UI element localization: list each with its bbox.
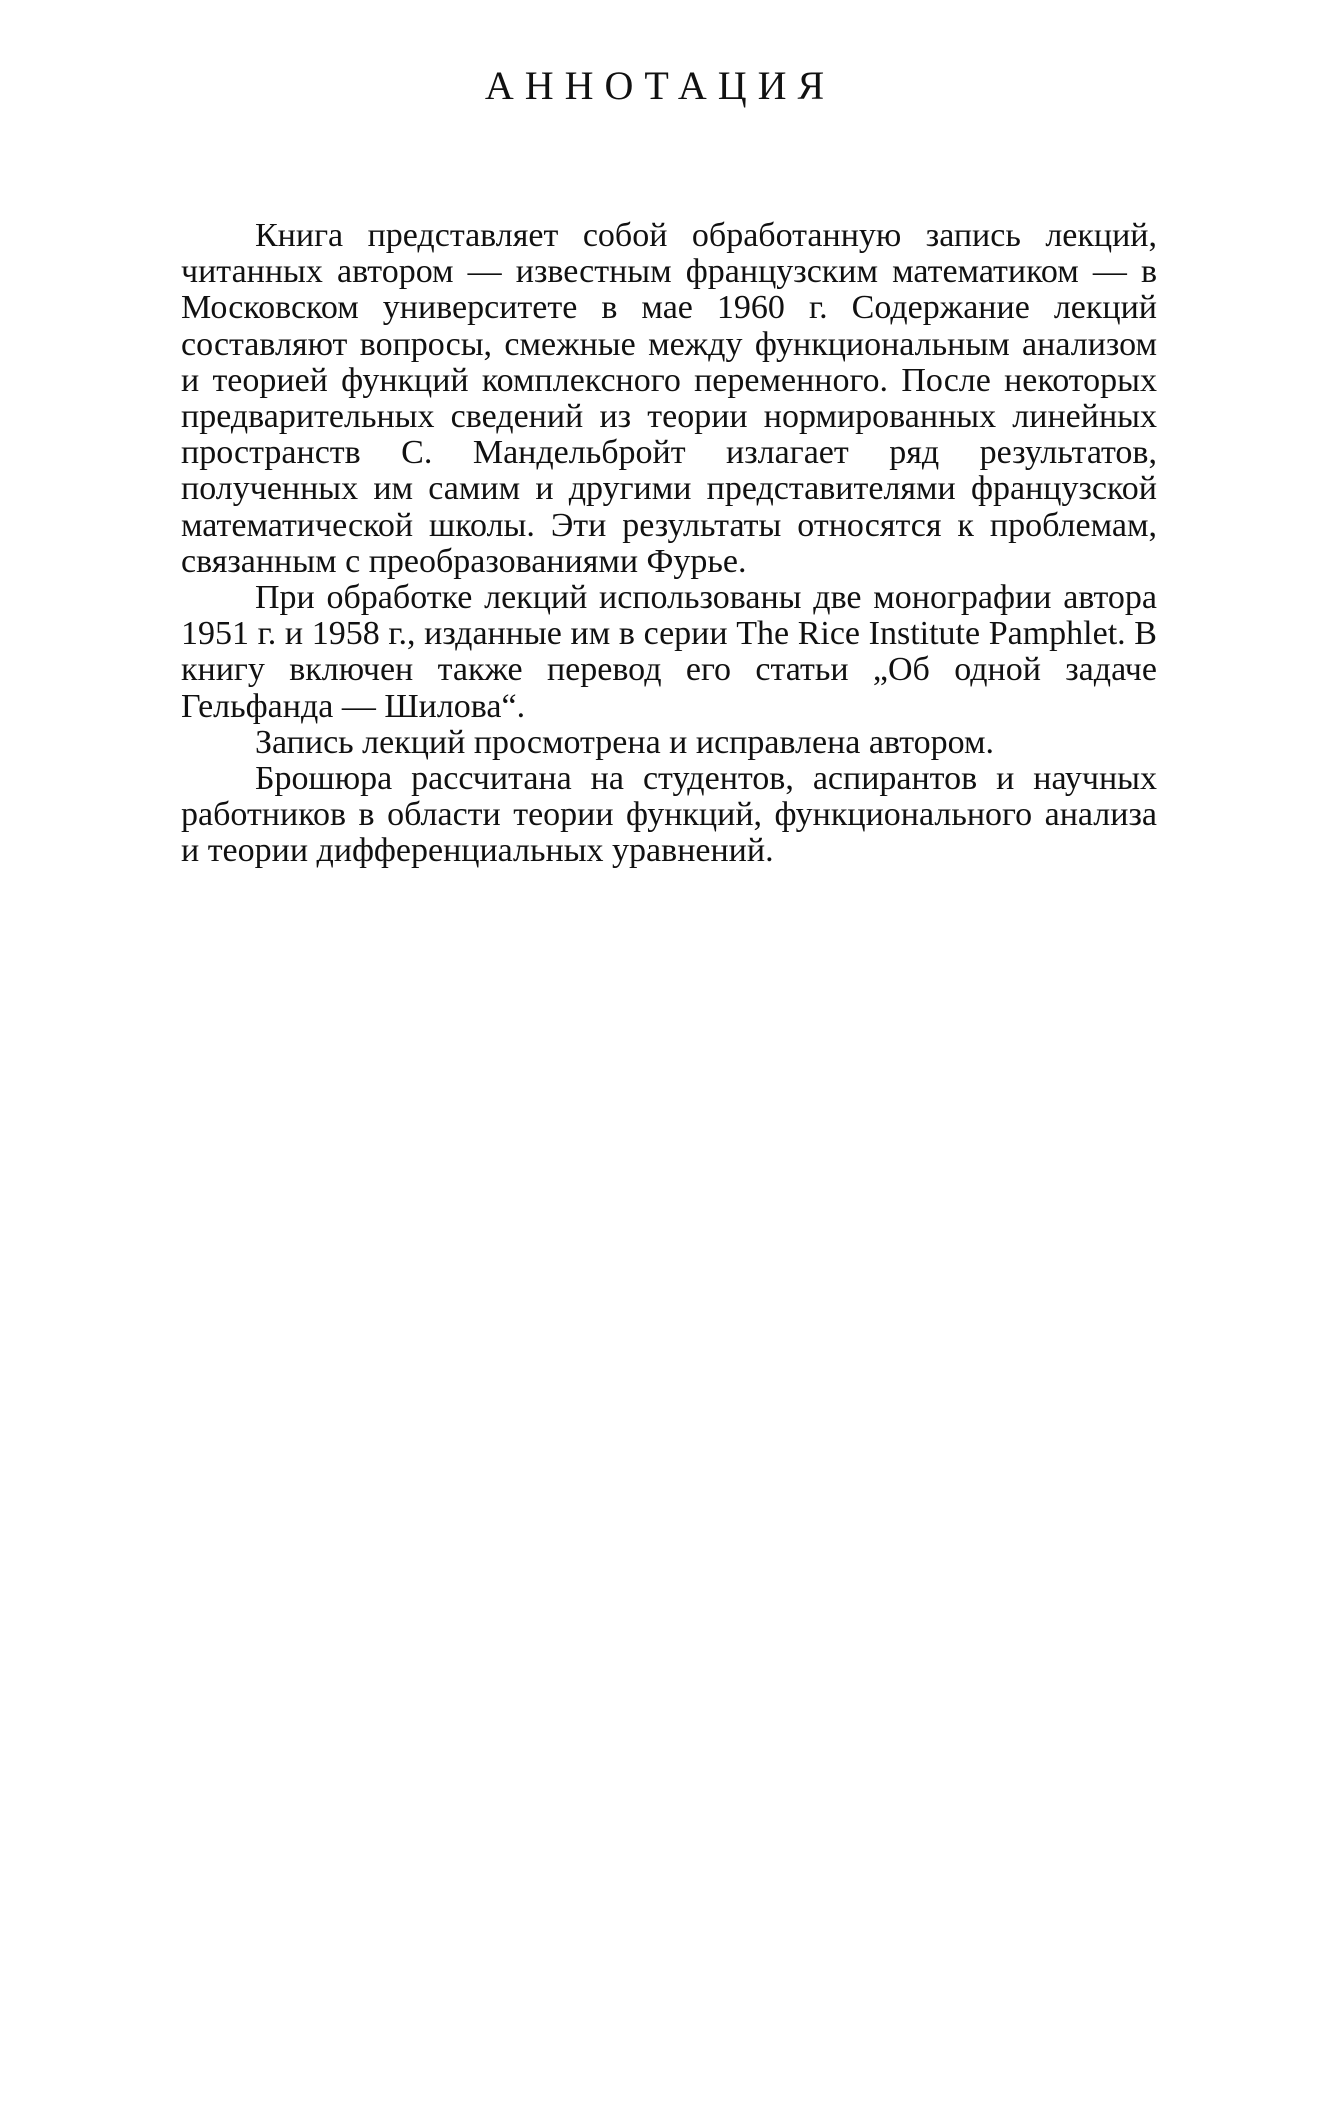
paragraph-review-note: Запись лекций просмотрена и исправлена автором.: [255, 723, 994, 761]
paragraph-audience: Брошюра рассчитана на студентов, аспирантов и научных работников в области теории функций, функционального анализа и теории дифференциальных уравнений.: [181, 760, 1157, 870]
annotation-body: [181, 218, 1157, 870]
annotation-title: АННОТАЦИЯ: [484, 63, 836, 108]
paragraph-monographs: При обработке лекций использованы две монографии автора 1951 г. и 1958 г., изданные им в серии The Rice Institute Pamphlet. В книгу включен также перевод его статьи „Об одной задаче Гельфанда — Шилова“.: [181, 579, 1157, 725]
paragraph-book-description: Книга представляет собой обработанную запись лекций, читанных автором — известным французским математиком — в Московском университете в мае 1960 г. Содержание лекций составляют вопросы, смежные между функциональным анализом и теорией функций комплексного переменного. После некоторых предварительных сведений из теории нормированных линейных пространств С. Мандельбройт излагает ряд результатов, полученных им самим и другими представителями французской математической школы. Эти результаты относятся к проблемам, связанным с преобразованиями Фурье.: [181, 217, 1157, 580]
